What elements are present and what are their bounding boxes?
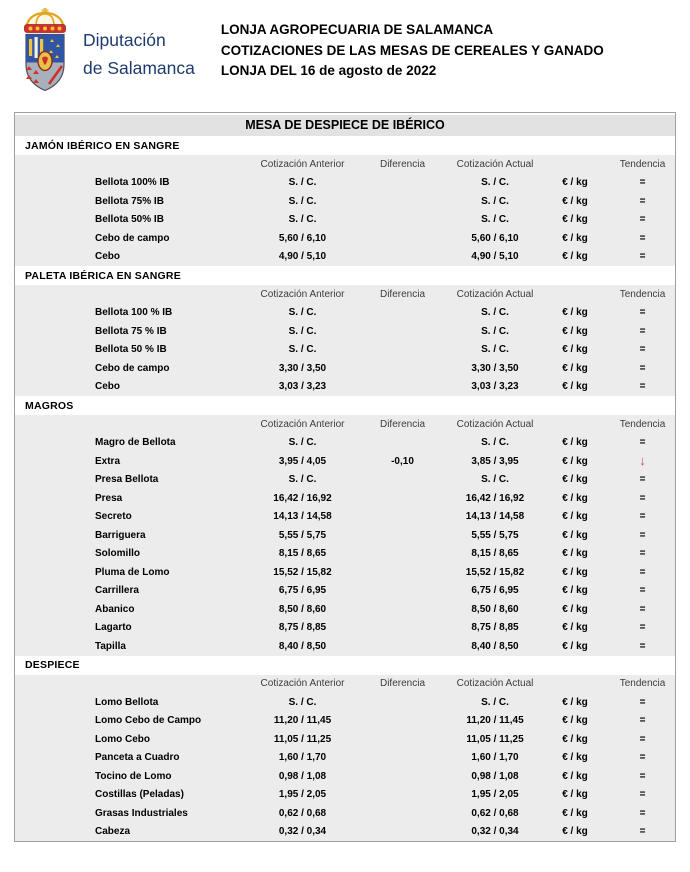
trend-indicator: = xyxy=(639,752,646,764)
trend-indicator: = xyxy=(639,733,646,745)
col-header-diferencia: Diferencia xyxy=(379,678,426,690)
row-label: Lomo Cebo xyxy=(95,733,150,745)
table-row xyxy=(15,434,675,453)
cell-cotizacion-actual: S. / C. xyxy=(481,325,509,337)
cell-unit: € / kg xyxy=(562,492,588,504)
cell-cotizacion-actual: S. / C. xyxy=(481,177,509,189)
cell-cotizacion-actual: 11,20 / 11,45 xyxy=(466,715,524,727)
cell-diferencia: -0,10 xyxy=(391,455,414,467)
col-header-tendencia: Tendencia xyxy=(619,418,666,430)
cell-cotizacion-anterior: S. / C. xyxy=(288,177,317,189)
cell-unit: € / kg xyxy=(562,548,588,560)
cell-cotizacion-anterior: 11,05 / 11,25 xyxy=(273,733,332,745)
cell-cotizacion-actual: 15,52 / 15,82 xyxy=(465,566,525,578)
trend-indicator: = xyxy=(639,232,646,244)
trend-indicator: = xyxy=(639,622,646,634)
table-row xyxy=(15,192,675,211)
row-label: Bellota 75% IB xyxy=(95,195,164,207)
cell-unit: € / kg xyxy=(562,752,588,764)
cell-unit: € / kg xyxy=(562,251,588,263)
trend-indicator: = xyxy=(639,770,646,782)
cell-unit: € / kg xyxy=(562,529,588,541)
table-row xyxy=(15,211,675,230)
row-label: Lomo Bellota xyxy=(95,696,159,708)
cell-unit: € / kg xyxy=(562,566,588,578)
section-body xyxy=(15,155,675,266)
cell-cotizacion-actual: 1,95 / 2,05 xyxy=(471,789,519,801)
trend-indicator: = xyxy=(639,474,646,486)
cell-cotizacion-anterior: S. / C. xyxy=(288,437,317,449)
table-row xyxy=(15,248,675,267)
cell-cotizacion-actual: 1,60 / 1,70 xyxy=(471,752,519,764)
trend-indicator: ↓ xyxy=(639,453,646,469)
trend-indicator: = xyxy=(639,603,646,615)
cell-cotizacion-anterior: 6,75 / 6,95 xyxy=(278,585,327,597)
cell-cotizacion-anterior: 14,13 / 14,58 xyxy=(273,511,332,523)
col-header-tendencia: Tendencia xyxy=(619,678,666,690)
cell-unit: € / kg xyxy=(562,325,588,337)
trend-indicator: = xyxy=(639,325,646,337)
row-label: Presa xyxy=(95,492,123,504)
table-row xyxy=(15,341,675,360)
table-row xyxy=(15,712,675,731)
table-section xyxy=(15,136,675,266)
cell-cotizacion-anterior: 16,42 / 16,92 xyxy=(273,492,332,504)
table-row xyxy=(15,174,675,193)
col-header-actual: Cotización Actual xyxy=(456,678,534,690)
cell-cotizacion-actual: 8,50 / 8,60 xyxy=(471,603,519,615)
row-label: Magro de Bellota xyxy=(95,437,176,449)
cell-cotizacion-actual: 0,32 / 0,34 xyxy=(471,826,519,838)
cell-unit: € / kg xyxy=(562,511,588,523)
col-header-actual: Cotización Actual xyxy=(456,158,534,170)
cell-cotizacion-anterior: 1,60 / 1,70 xyxy=(278,752,327,764)
cell-cotizacion-anterior: 11,20 / 11,45 xyxy=(273,715,332,727)
column-header-row xyxy=(15,155,675,174)
trend-indicator: = xyxy=(639,437,646,449)
cell-unit: € / kg xyxy=(562,789,588,801)
row-label: Lomo Cebo de Campo xyxy=(95,715,202,727)
col-header-diferencia: Diferencia xyxy=(379,418,426,430)
cell-cotizacion-actual: 14,13 / 14,58 xyxy=(465,511,525,523)
trend-indicator: = xyxy=(639,826,646,838)
cell-cotizacion-actual: 4,90 / 5,10 xyxy=(471,251,519,263)
table-row xyxy=(15,378,675,397)
row-label: Bellota 50% IB xyxy=(95,214,164,226)
cell-cotizacion-actual: 6,75 / 6,95 xyxy=(471,585,519,597)
cell-cotizacion-anterior: 15,52 / 15,82 xyxy=(273,566,332,578)
logo-text xyxy=(83,26,195,82)
cell-cotizacion-anterior: 8,15 / 8,65 xyxy=(278,548,327,560)
sections-container xyxy=(15,136,675,841)
cell-unit: € / kg xyxy=(562,455,588,467)
col-header-anterior: Cotización Anterior xyxy=(260,678,345,690)
cell-cotizacion-actual: S. / C. xyxy=(481,307,509,319)
row-label: Panceta a Cuadro xyxy=(95,752,180,764)
cell-unit: € / kg xyxy=(562,715,588,727)
cell-cotizacion-anterior: S. / C. xyxy=(288,344,317,356)
cell-cotizacion-anterior: 0,98 / 1,08 xyxy=(278,770,327,782)
cell-unit: € / kg xyxy=(562,214,588,226)
table-row xyxy=(15,582,675,601)
row-label: Cebo xyxy=(95,251,120,263)
col-header-diferencia: Diferencia xyxy=(379,158,426,170)
cell-unit: € / kg xyxy=(562,733,588,745)
cell-cotizacion-anterior: 0,32 / 0,34 xyxy=(278,826,327,838)
trend-indicator: = xyxy=(639,789,646,801)
cell-cotizacion-actual: S. / C. xyxy=(481,437,509,449)
row-label: Costillas (Peladas) xyxy=(95,789,184,801)
trend-indicator: = xyxy=(639,529,646,541)
cell-unit: € / kg xyxy=(562,474,588,486)
table-row xyxy=(15,730,675,749)
cell-cotizacion-anterior: 8,50 / 8,60 xyxy=(278,603,327,615)
row-label: Abanico xyxy=(95,603,135,615)
trend-indicator: = xyxy=(639,548,646,560)
column-header-row xyxy=(15,415,675,434)
trend-indicator: = xyxy=(639,640,646,652)
cell-cotizacion-actual: S. / C. xyxy=(481,474,509,486)
col-header-diferencia: Diferencia xyxy=(379,288,426,300)
column-header-row xyxy=(15,675,675,694)
document-header xyxy=(0,0,690,94)
trend-indicator: = xyxy=(639,214,646,226)
cell-cotizacion-actual: S. / C. xyxy=(481,344,509,356)
cell-cotizacion-anterior: 3,30 / 3,50 xyxy=(278,362,327,374)
cell-cotizacion-anterior: 8,75 / 8,85 xyxy=(278,622,327,634)
cell-unit: € / kg xyxy=(562,696,588,708)
cell-cotizacion-actual: 16,42 / 16,92 xyxy=(465,492,525,504)
row-label: Bellota 100 % IB xyxy=(95,307,173,319)
trend-indicator: = xyxy=(639,381,646,393)
coat-of-arms-icon xyxy=(14,8,76,94)
row-label: Grasas Industriales xyxy=(95,807,188,819)
table-row xyxy=(15,229,675,248)
cell-unit: € / kg xyxy=(562,195,588,207)
document-title-line2: COTIZACIONES DE LAS MESAS DE CEREALES Y GANADO xyxy=(220,42,604,58)
row-label: Bellota 100% IB xyxy=(95,177,170,189)
cell-cotizacion-actual: S. / C. xyxy=(481,696,509,708)
cell-cotizacion-actual: 11,05 / 11,25 xyxy=(466,733,524,745)
table-row xyxy=(15,359,675,378)
document-title-block xyxy=(221,20,604,82)
cell-cotizacion-anterior: S. / C. xyxy=(288,214,317,226)
table-row xyxy=(15,489,675,508)
price-table xyxy=(14,112,676,842)
cell-unit: € / kg xyxy=(562,177,588,189)
column-header-row xyxy=(15,285,675,304)
col-header-actual: Cotización Actual xyxy=(456,418,534,430)
cell-cotizacion-anterior: 4,90 / 5,10 xyxy=(278,251,327,263)
cell-unit: € / kg xyxy=(562,362,588,374)
cell-cotizacion-actual: 5,55 / 5,75 xyxy=(471,529,519,541)
section-body xyxy=(15,675,675,842)
cell-unit: € / kg xyxy=(562,232,588,244)
col-header-tendencia: Tendencia xyxy=(619,288,666,300)
row-label: Cebo de campo xyxy=(95,232,170,244)
cell-unit: € / kg xyxy=(562,807,588,819)
cell-unit: € / kg xyxy=(562,381,588,393)
row-label: Bellota 50 % IB xyxy=(95,344,167,356)
cell-unit: € / kg xyxy=(562,585,588,597)
table-row xyxy=(15,637,675,656)
trend-indicator: = xyxy=(639,566,646,578)
table-row xyxy=(15,600,675,619)
col-header-anterior: Cotización Anterior xyxy=(260,418,345,430)
cell-cotizacion-actual: 3,85 / 3,95 xyxy=(471,455,519,467)
table-row xyxy=(15,322,675,341)
cell-cotizacion-anterior: S. / C. xyxy=(288,474,317,486)
cell-cotizacion-anterior: S. / C. xyxy=(288,696,317,708)
table-section xyxy=(15,266,675,396)
cell-unit: € / kg xyxy=(562,603,588,615)
cell-cotizacion-anterior: 3,03 / 3,23 xyxy=(278,381,327,393)
trend-indicator: = xyxy=(639,362,646,374)
table-row xyxy=(15,452,675,471)
table-row xyxy=(15,749,675,768)
cell-cotizacion-anterior: S. / C. xyxy=(288,325,317,337)
cell-cotizacion-actual: 0,98 / 1,08 xyxy=(471,770,519,782)
table-row xyxy=(15,563,675,582)
table-row xyxy=(15,619,675,638)
table-row xyxy=(15,767,675,786)
table-section xyxy=(15,396,675,656)
section-header: JAMÓN IBÉRICO EN SANGRE xyxy=(15,136,675,155)
trend-indicator: = xyxy=(639,307,646,319)
cell-cotizacion-anterior: S. / C. xyxy=(288,195,317,207)
cell-cotizacion-actual: S. / C. xyxy=(481,214,509,226)
cell-cotizacion-anterior: 8,40 / 8,50 xyxy=(278,640,327,652)
row-label: Bellota 75 % IB xyxy=(95,325,167,337)
logo-org-line2: de Salamanca xyxy=(83,58,195,78)
table-row xyxy=(15,304,675,323)
cell-unit: € / kg xyxy=(562,307,588,319)
table-row xyxy=(15,693,675,712)
section-header: PALETA IBÉRICA EN SANGRE xyxy=(15,266,675,285)
row-label: Lagarto xyxy=(95,622,132,634)
row-label: Presa Bellota xyxy=(95,474,159,486)
cell-cotizacion-anterior: 3,95 / 4,05 xyxy=(278,455,327,467)
row-label: Pluma de Lomo xyxy=(95,566,170,578)
trend-indicator: = xyxy=(639,715,646,727)
cell-cotizacion-anterior: 1,95 / 2,05 xyxy=(278,789,327,801)
table-row xyxy=(15,545,675,564)
trend-indicator: = xyxy=(639,195,646,207)
row-label: Secreto xyxy=(95,511,132,523)
cell-cotizacion-actual: S. / C. xyxy=(481,195,509,207)
document-title-line3: LONJA DEL 16 de agosto de 2022 xyxy=(220,63,437,78)
logo-org-line1: Diputación xyxy=(83,30,166,50)
trend-indicator: = xyxy=(639,492,646,504)
trend-indicator: = xyxy=(639,344,646,356)
cell-unit: € / kg xyxy=(562,826,588,838)
cell-unit: € / kg xyxy=(562,622,588,634)
section-body xyxy=(15,415,675,656)
cell-unit: € / kg xyxy=(562,437,588,449)
cell-unit: € / kg xyxy=(562,640,588,652)
document-title-line1: LONJA AGROPECUARIA DE SALAMANCA xyxy=(220,22,494,37)
cell-cotizacion-actual: 8,40 / 8,50 xyxy=(471,640,519,652)
cell-cotizacion-anterior: 5,60 / 6,10 xyxy=(278,232,327,244)
section-header: DESPIECE xyxy=(15,656,675,675)
table-row xyxy=(15,508,675,527)
col-header-anterior: Cotización Anterior xyxy=(260,288,345,300)
trend-indicator: = xyxy=(639,585,646,597)
trend-indicator: = xyxy=(639,511,646,523)
cell-cotizacion-anterior: 5,55 / 5,75 xyxy=(278,529,327,541)
table-row xyxy=(15,823,675,842)
cell-cotizacion-actual: 3,30 / 3,50 xyxy=(471,362,519,374)
cell-cotizacion-actual: 3,03 / 3,23 xyxy=(471,381,519,393)
cell-cotizacion-anterior: 0,62 / 0,68 xyxy=(278,807,327,819)
cell-cotizacion-actual: 0,62 / 0,68 xyxy=(471,807,519,819)
table-row xyxy=(15,786,675,805)
row-label: Tapilla xyxy=(95,640,126,652)
table-row xyxy=(15,526,675,545)
table-row xyxy=(15,804,675,823)
section-body xyxy=(15,285,675,396)
row-label: Cebo xyxy=(95,381,120,393)
cell-cotizacion-anterior: S. / C. xyxy=(288,307,317,319)
row-label: Tocino de Lomo xyxy=(95,770,172,782)
cell-cotizacion-actual: 8,15 / 8,65 xyxy=(471,548,519,560)
cell-unit: € / kg xyxy=(562,344,588,356)
row-label: Solomillo xyxy=(95,548,140,560)
table-section xyxy=(15,656,675,842)
row-label: Cebo de campo xyxy=(95,362,170,374)
trend-indicator: = xyxy=(639,696,646,708)
diputacion-logo xyxy=(14,8,195,94)
row-label: Extra xyxy=(95,455,121,467)
row-label: Barriguera xyxy=(95,529,146,541)
trend-indicator: = xyxy=(639,807,646,819)
col-header-tendencia: Tendencia xyxy=(619,158,666,170)
table-row xyxy=(15,471,675,490)
cell-cotizacion-actual: 5,60 / 6,10 xyxy=(471,232,519,244)
col-header-anterior: Cotización Anterior xyxy=(260,158,345,170)
trend-indicator: = xyxy=(639,177,646,189)
section-header: MAGROS xyxy=(15,396,675,415)
cell-unit: € / kg xyxy=(562,770,588,782)
row-label: Cabeza xyxy=(95,826,131,838)
table-title: MESA DE DESPIECE DE IBÉRICO xyxy=(15,115,675,136)
row-label: Carrillera xyxy=(95,585,139,597)
col-header-actual: Cotización Actual xyxy=(456,288,534,300)
cell-cotizacion-actual: 8,75 / 8,85 xyxy=(471,622,519,634)
trend-indicator: = xyxy=(639,251,646,263)
